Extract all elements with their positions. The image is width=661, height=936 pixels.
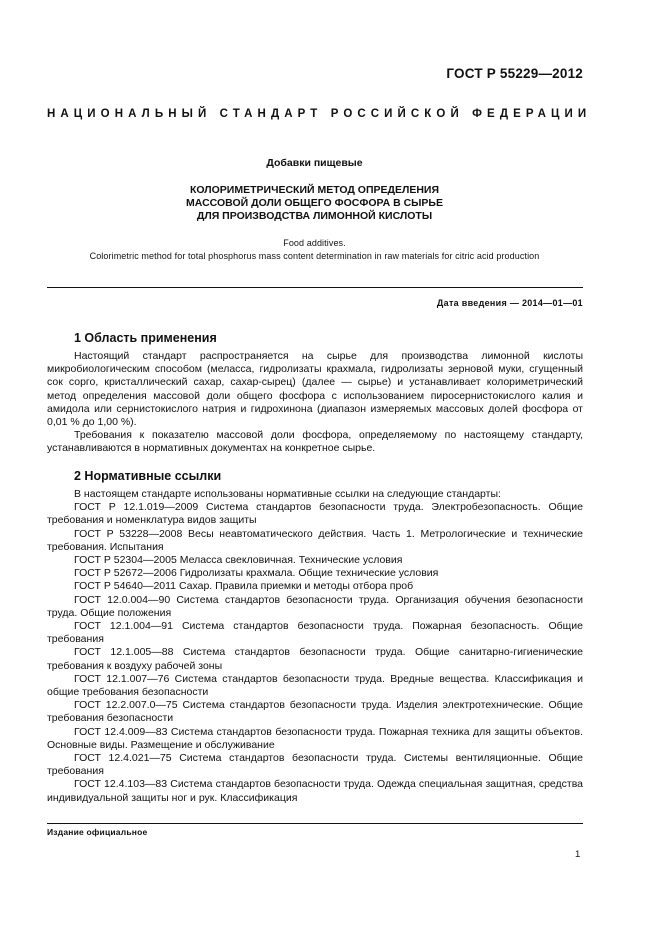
- reference-item: ГОСТ 12.1.005—88 Система стандартов безопасности труда. Общие санитарно-гигиенические требования к воздуху рабочей зоны: [47, 646, 583, 672]
- introduction-date: Дата введения — 2014—01—01: [436, 298, 583, 308]
- section-heading-scope: 1 Область применения: [74, 331, 217, 345]
- reference-item: ГОСТ Р 52304—2005 Меласса свекловичная. Технические условия: [74, 554, 403, 567]
- reference-item: ГОСТ 12.0.004—90 Система стандартов безопасности труда. Организация обучения безопасности труда. Общие положения: [47, 593, 583, 619]
- reference-item: ГОСТ Р 54640—2011 Сахар. Правила приемки и методы отбора проб: [74, 580, 414, 593]
- page-number: 1: [575, 849, 581, 860]
- title-divider: [47, 287, 583, 288]
- reference-item: ГОСТ 12.4.103—83 Система стандартов безопасности труда. Одежда специальная защитная, средства индивидуальной защиты ног и рук. Классификация: [47, 778, 583, 804]
- title-line: МАССОВОЙ ДОЛИ ОБЩЕГО ФОСФОРА В СЫРЬЕ: [186, 197, 443, 209]
- reference-item: ГОСТ 12.4.021—75 Система стандартов безопасности труда. Системы вентиляционные. Общие требования: [47, 752, 583, 778]
- section-heading-references: 2 Нормативные ссылки: [74, 469, 222, 483]
- reference-item: ГОСТ 12.2.007.0—75 Система стандартов безопасности труда. Изделия электротехнические. Общие требования безопасности: [47, 699, 583, 725]
- footer-divider: [47, 823, 583, 824]
- reference-item: ГОСТ Р 53228—2008 Весы неавтоматического действия. Часть 1. Метрологические и технические требования. Испытания: [47, 527, 583, 553]
- reference-item: ГОСТ 12.1.004—91 Система стандартов безопасности труда. Пожарная безопасность. Общие требования: [47, 620, 583, 646]
- national-standard-banner: НАЦИОНАЛЬНЫЙ СТАНДАРТ РОССИЙСКОЙ ФЕДЕРАЦИИ: [47, 108, 592, 120]
- english-title-line: Colorimetric method for total phosphorus mass content determination in raw materials for citric acid production: [89, 251, 540, 261]
- english-title-line: Food additives.: [283, 238, 346, 248]
- section-body-scope: [47, 350, 583, 456]
- title-line: КОЛОРИМЕТРИЧЕСКИЙ МЕТОД ОПРЕДЕЛЕНИЯ: [189, 184, 440, 196]
- reference-item: ГОСТ Р 52672—2006 Гидролизаты крахмала. Общие технические условия: [74, 567, 439, 580]
- official-edition-note: Издание официальное: [47, 827, 148, 837]
- reference-item: ГОСТ Р 12.1.019—2009 Система стандартов безопасности труда. Электробезопасность. Общие требования и номенклатура видов защиты: [47, 501, 583, 527]
- section-body-references: [47, 488, 583, 805]
- document-number: ГОСТ Р 55229—2012: [446, 66, 583, 81]
- english-title: [0, 237, 629, 263]
- reference-item: ГОСТ 12.4.009—83 Система стандартов безопасности труда. Пожарная техника для защиты объектов. Основные виды. Размещение и обслуживание: [47, 725, 583, 751]
- reference-item: ГОСТ 12.1.007—76 Система стандартов безопасности труда. Вредные вещества. Классификация и общие требования безопасности: [47, 672, 583, 699]
- document-title: [0, 184, 629, 223]
- title-line: ДЛЯ ПРОИЗВОДСТВА ЛИМОННОЙ КИСЛОТЫ: [196, 210, 433, 222]
- paragraph: Требования к показателю массовой доли фосфора, определяемому по настоящему стандарту, устанавливаются в нормативных документах на конкретное сырье.: [47, 429, 583, 455]
- paragraph: В настоящем стандарте использованы нормативные ссылки на следующие стандарты:: [74, 488, 501, 500]
- paragraph: Настоящий стандарт распространяется на сырье для производства лимонной кислоты микробиологическим способом (меласса, гидролизаты крахмала, гидролизаты зерновой муки, сгущенный сок сорго, кристаллический сахар, сахар-сырец) (далее — сырье) и устанавливает колориметрический метод определения массовой доли общего фосфора с использованием пиросернистокислого калия и амидола или сернистокислого натрия и гидрохинона (диапазон измеряемых массовых долей фосфора от 0,01 % до 1,00 %).: [47, 350, 583, 429]
- document-subtitle: Добавки пищевые: [266, 157, 363, 169]
